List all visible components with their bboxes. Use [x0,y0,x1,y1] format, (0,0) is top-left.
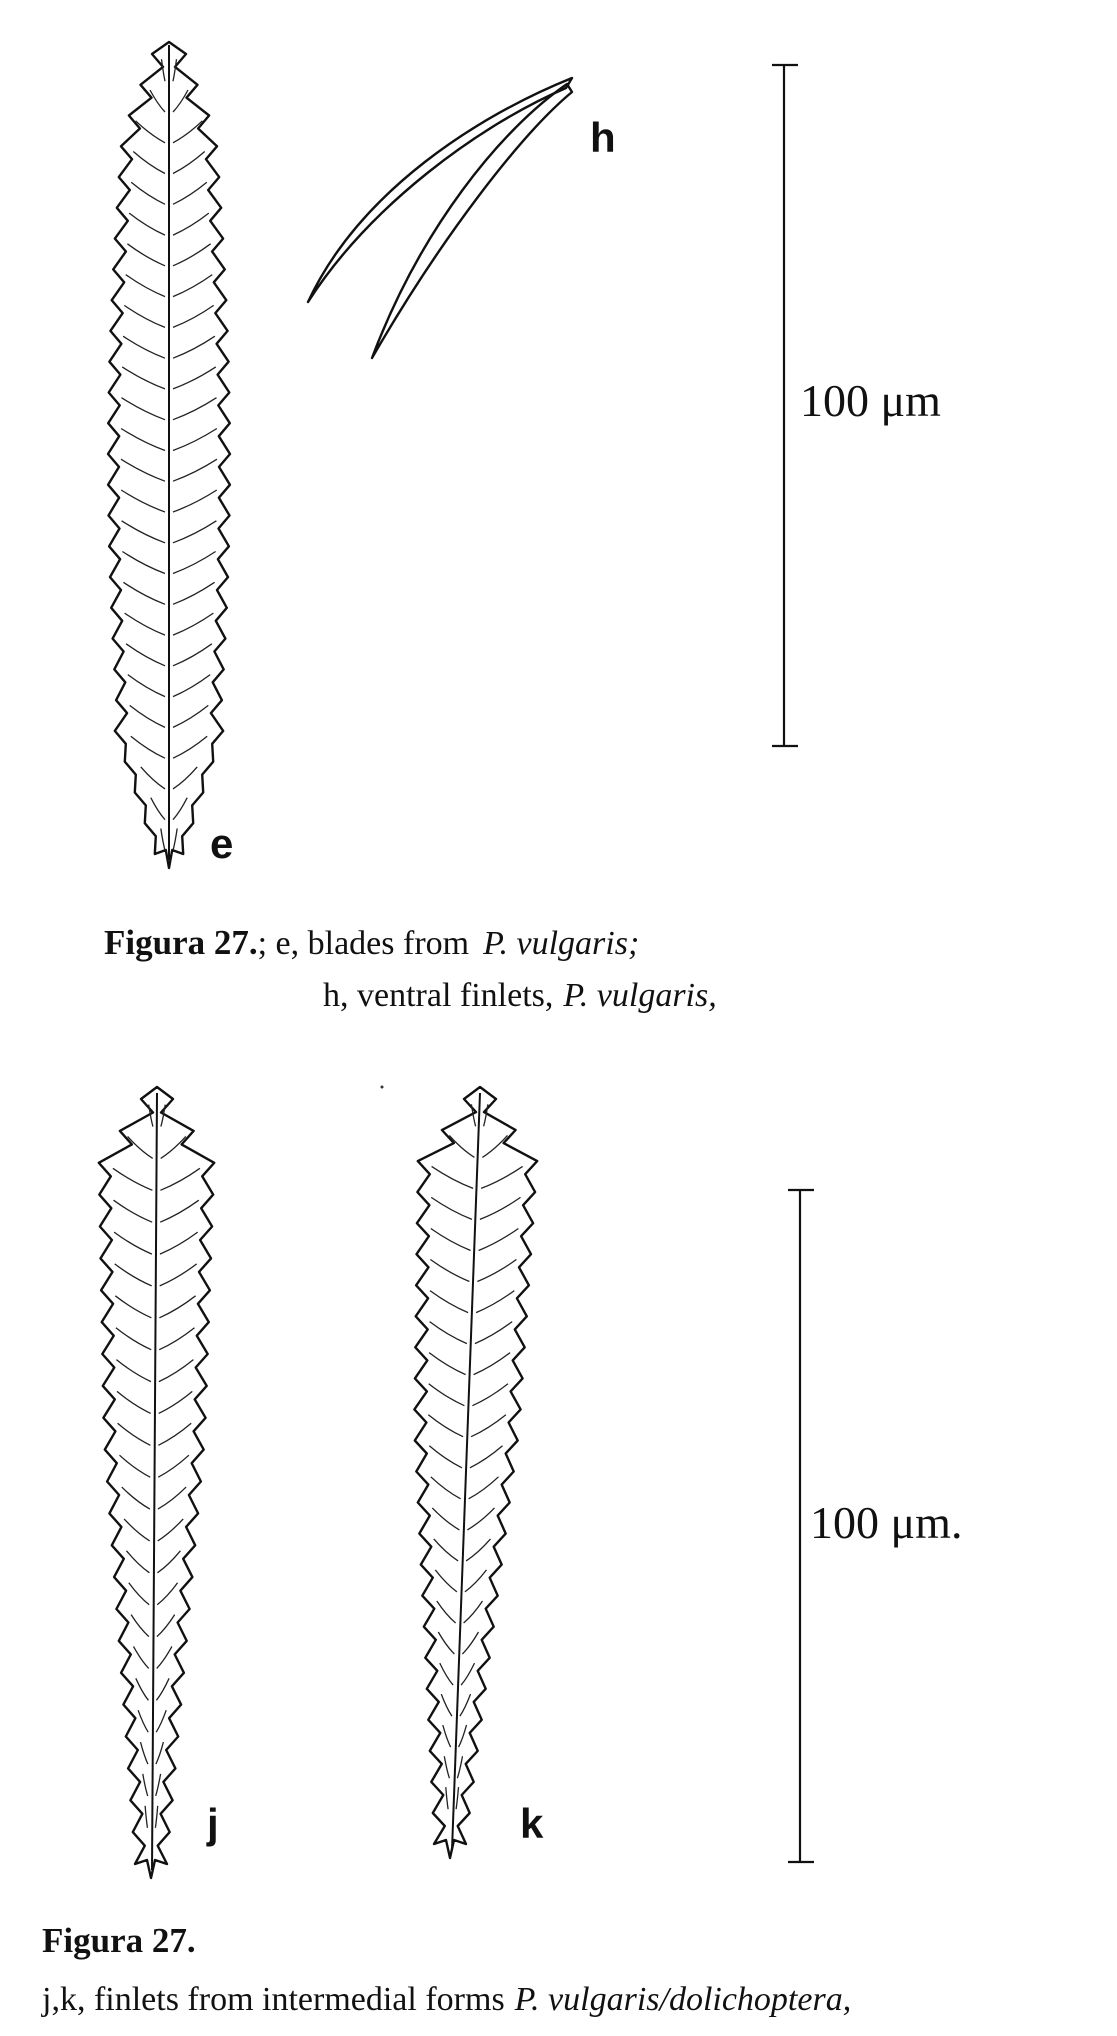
blade-rib [173,244,211,266]
blade-rib [475,1322,512,1344]
blade-rib [432,1166,474,1188]
blade-rib [471,1415,506,1437]
blade-rib [435,1570,457,1592]
blade-rib [465,1570,487,1592]
blade-rib [123,336,165,358]
blade-rib [156,1774,161,1796]
top-scale-bar [772,65,798,746]
blade-rib [136,121,165,143]
blade-rib [133,152,165,174]
blade-rib [477,1260,516,1282]
blade-rib [431,1229,471,1251]
blade-rib [131,736,165,758]
blade-rib [438,1632,454,1654]
blade-rib [173,767,197,789]
label-k: k [520,1800,544,1847]
blade-rib [173,829,177,851]
blade-rib [173,275,212,297]
blade-rib [126,275,165,297]
blade-rib [158,1455,189,1477]
svg-text:h, ventral finlets,P. vulgaris [323,977,717,1014]
top-scale-label: 100 μm [800,375,941,426]
blade-rib [115,1296,151,1318]
blade-rib [129,213,165,235]
blade-rib [479,1229,519,1251]
blade-rib [173,613,213,635]
top-caption-line1-text: ; e, blades from [257,925,470,962]
blade-rib [150,90,165,112]
blade-rib [429,1446,462,1468]
blade-rib [430,1291,468,1313]
blade-rib [474,1353,511,1375]
speck [381,1086,384,1089]
blade-rib [136,1678,149,1700]
blade-rib [173,429,217,451]
blade-rib [472,1384,508,1406]
svg-text:j,k, finlets from intermedial [41,1981,851,2018]
blade-rib [156,1742,164,1764]
blade-rib [429,1384,465,1406]
blade-rib [159,1360,194,1382]
blade-rib [446,1787,448,1809]
blade-rib [157,1551,180,1573]
blade-rib [173,644,212,666]
blade-rib [134,1646,149,1668]
blade-rib [113,1168,152,1190]
top-caption-line2-text: h, ventral finlets, [323,977,554,1014]
blade-rib [155,1806,157,1828]
blade-rib [141,767,165,789]
blade-rib [173,182,207,204]
blade-rib [173,367,216,389]
blade-rib [429,1353,466,1375]
blade-rib [118,1423,151,1445]
blade-rib [173,675,210,697]
blade-rib [434,1539,458,1561]
blade-rib [122,367,165,389]
blade-rib [161,829,165,851]
blade-rib [157,1646,172,1668]
blade-rib [173,213,209,235]
blade-rib [114,1232,152,1254]
blade-rib [460,1694,471,1716]
blade-rib [141,1742,148,1764]
blade-rib [173,552,216,574]
blade-rib [160,1200,199,1222]
top-caption-line2-species: P. vulgaris, [563,977,717,1014]
blade-rib [456,1787,458,1809]
blade-rib [431,1477,461,1499]
blade-rib [121,429,165,451]
blade-rib [151,798,165,820]
blade-rib [120,1455,151,1477]
blade-rib [173,521,216,543]
blade-rib [121,490,165,512]
bottom-caption [41,1921,851,2018]
blade-rib [443,1725,451,1747]
blade-rib [158,1519,184,1541]
blade-rib [143,1774,148,1796]
blade-rib [122,398,166,420]
label-e: e [210,820,234,867]
blade-rib [173,736,207,758]
blade-rib [123,582,165,604]
blade-rib [173,336,215,358]
blade-rib [481,1166,522,1188]
blade-rib [462,1632,478,1654]
blade-rib [444,1756,449,1778]
blade-rib [173,152,205,174]
blade-rib [173,90,188,112]
blade-rib [130,705,165,727]
blade-rib [432,1508,459,1530]
blade-rib [173,582,215,604]
blade-rib [428,1415,463,1437]
blade-e-drawing [108,42,230,868]
blade-rib [124,305,165,327]
blade-rib [127,1551,150,1573]
blade-rib [159,1296,195,1318]
blade-rib [117,1391,151,1413]
label-j: j [207,1800,219,1847]
blade-rib [461,1663,474,1685]
blade-rib [482,1135,507,1157]
blade-rib [476,1291,514,1313]
finlet-k-drawing [414,1087,537,1858]
blade-rib [159,1391,193,1413]
blade-rib [480,1197,521,1219]
bottom-caption-figure: Figura 27. [42,1921,196,1960]
blade-rib [114,1200,153,1222]
blade-rib [138,1710,148,1732]
blade-rib [122,552,165,574]
blade-rib [160,1168,200,1190]
blade-rib [157,1615,175,1637]
blade-rib [116,1360,150,1382]
blade-rib [159,1328,194,1350]
blade-rib [459,1725,467,1747]
blade-rib [173,459,217,481]
blade-rib [173,705,208,727]
bottom-caption-species: P. vulgaris/dolichoptera, [514,1981,852,2018]
blade-rib [437,1601,456,1623]
blade-rib [124,1519,150,1541]
blade-rib [157,1583,177,1605]
top-caption-line1-species: P. vulgaris; [483,925,640,962]
blade-rib [122,1487,150,1509]
blade-rib [128,675,165,697]
blade-rib [173,59,177,81]
blade-rib [127,244,165,266]
blade-rib [173,121,202,143]
blade-rib [160,1232,198,1254]
blade-rib [128,1136,153,1158]
blade-rib [467,1508,494,1530]
finlet-h-drawing [308,78,572,358]
blade-rib [156,1710,166,1732]
blade-rib [122,521,165,543]
blade-rib [160,1264,197,1286]
blade-rib [431,1197,472,1219]
blade-rib [173,490,217,512]
blade-rib [173,305,214,327]
blade-rib [131,1615,149,1637]
blade-rib [173,798,187,820]
blade-rib [173,398,217,420]
blade-rib [145,1806,147,1828]
top-caption-figure: Figura 27. [104,923,258,962]
finlet-j-drawing [99,1087,214,1878]
blade-rib [441,1694,452,1716]
blade-rib [158,1487,186,1509]
bottom-caption-text: j,k, finlets from intermedial forms [42,1981,505,2018]
blade-rib [470,1446,503,1468]
blade-rib [121,459,165,481]
blade-rib [162,59,166,81]
bottom-scale-label: 100 μm. [810,1497,963,1548]
blade-rib [115,1264,152,1286]
blade-rib [464,1601,483,1623]
blade-rib [430,1322,467,1344]
blade-rib [156,1678,169,1700]
top-caption [104,923,717,1014]
label-h: h [590,114,616,161]
blade-rib [158,1423,191,1445]
blade-rib [430,1260,469,1282]
blade-rib [161,1136,186,1158]
blade-rib [116,1328,151,1350]
blade-rib [469,1477,499,1499]
svg-text:Figura 27.; e, blades fromP. v [104,923,639,962]
blade-rib [129,1583,149,1605]
blade-rib [126,644,165,666]
blade-rib [449,1135,474,1157]
blade-rib [131,182,165,204]
blade-rib [466,1539,490,1561]
blade-rib [125,613,165,635]
blade-rib [440,1663,453,1685]
blade-rib [457,1756,462,1778]
